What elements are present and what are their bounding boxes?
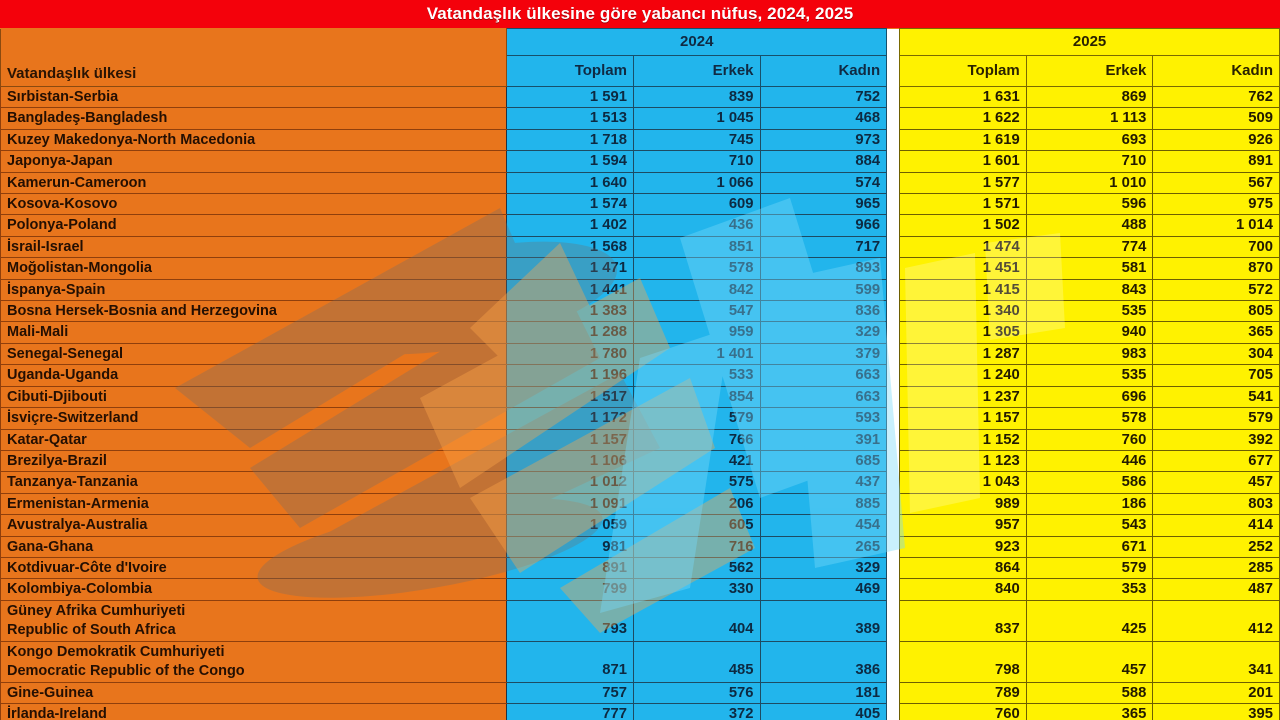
cell-2024-male: 578 bbox=[633, 258, 760, 279]
cell-country: Kolombiya-Colombia bbox=[1, 579, 507, 600]
cell-country: Gana-Ghana bbox=[1, 536, 507, 557]
cell-2025-male: 488 bbox=[1026, 215, 1153, 236]
cell-2024-male: 533 bbox=[633, 365, 760, 386]
cell-2024-female: 836 bbox=[760, 301, 887, 322]
table-row bbox=[1, 408, 1280, 429]
cell-2025-female: 487 bbox=[1153, 579, 1280, 600]
cell-2024-male: 605 bbox=[633, 515, 760, 536]
cell-2024-female: 386 bbox=[760, 641, 887, 682]
cell-2024-male: 206 bbox=[633, 493, 760, 514]
cell-2025-female: 457 bbox=[1153, 472, 1280, 493]
cell-2024-female: 884 bbox=[760, 151, 887, 172]
cell-2025-female: 803 bbox=[1153, 493, 1280, 514]
cell-2024-male: 372 bbox=[633, 704, 760, 720]
cell-2024-male: 575 bbox=[633, 472, 760, 493]
cell-2024-total: 1 574 bbox=[507, 194, 634, 215]
cell-2025-total: 1 577 bbox=[900, 172, 1027, 193]
cell-2025-male: 710 bbox=[1026, 151, 1153, 172]
cell-2024-female: 437 bbox=[760, 472, 887, 493]
cell-2024-female: 966 bbox=[760, 215, 887, 236]
cell-2024-total: 1 091 bbox=[507, 493, 634, 514]
cell-2024-total: 1 441 bbox=[507, 279, 634, 300]
cell-country: Brezilya-Brazil bbox=[1, 450, 507, 471]
cell-2024-total: 1 012 bbox=[507, 472, 634, 493]
cell-2024-total: 1 640 bbox=[507, 172, 634, 193]
country-name-line2: Republic of South Africa bbox=[7, 621, 176, 638]
table-row bbox=[1, 343, 1280, 364]
cell-2024-male: 562 bbox=[633, 557, 760, 578]
cell-2025-female: 541 bbox=[1153, 386, 1280, 407]
row-separator-gap bbox=[887, 172, 900, 193]
header-row-years bbox=[1, 29, 1280, 56]
cell-2025-male: 579 bbox=[1026, 557, 1153, 578]
cell-2025-female: 762 bbox=[1153, 87, 1280, 108]
cell-2024-female: 391 bbox=[760, 429, 887, 450]
foreign-population-table bbox=[0, 28, 1280, 720]
cell-2024-male: 1 401 bbox=[633, 343, 760, 364]
row-separator-gap bbox=[887, 279, 900, 300]
row-separator-gap bbox=[887, 641, 900, 682]
row-separator-gap bbox=[887, 493, 900, 514]
cell-2024-female: 389 bbox=[760, 600, 887, 641]
table-row bbox=[1, 579, 1280, 600]
cell-country: Polonya-Poland bbox=[1, 215, 507, 236]
cell-country: Kuzey Makedonya-North Macedonia bbox=[1, 129, 507, 150]
cell-2024-total: 1 568 bbox=[507, 236, 634, 257]
cell-2025-female: 975 bbox=[1153, 194, 1280, 215]
cell-2025-total: 798 bbox=[900, 641, 1027, 682]
cell-country: İrlanda-Ireland bbox=[1, 704, 507, 720]
row-separator-gap bbox=[887, 408, 900, 429]
cell-country: Kotdivuar-Côte d'Ivoire bbox=[1, 557, 507, 578]
table-row bbox=[1, 641, 1280, 682]
cell-2024-total: 757 bbox=[507, 682, 634, 703]
column-header-2025-total: Toplam bbox=[900, 56, 1027, 87]
cell-2024-male: 404 bbox=[633, 600, 760, 641]
cell-2025-male: 457 bbox=[1026, 641, 1153, 682]
cell-2024-female: 329 bbox=[760, 322, 887, 343]
column-separator-gap bbox=[887, 29, 900, 87]
cell-2024-total: 1 591 bbox=[507, 87, 634, 108]
cell-2025-male: 535 bbox=[1026, 365, 1153, 386]
cell-2025-male: 760 bbox=[1026, 429, 1153, 450]
cell-2025-total: 957 bbox=[900, 515, 1027, 536]
cell-2024-male: 854 bbox=[633, 386, 760, 407]
row-separator-gap bbox=[887, 87, 900, 108]
cell-2024-female: 663 bbox=[760, 365, 887, 386]
cell-2024-male: 579 bbox=[633, 408, 760, 429]
cell-2024-male: 1 045 bbox=[633, 108, 760, 129]
cell-2025-total: 1 043 bbox=[900, 472, 1027, 493]
cell-2024-male: 421 bbox=[633, 450, 760, 471]
row-separator-gap bbox=[887, 258, 900, 279]
row-separator-gap bbox=[887, 600, 900, 641]
cell-2025-male: 1 010 bbox=[1026, 172, 1153, 193]
cell-2025-female: 412 bbox=[1153, 600, 1280, 641]
cell-country: Japonya-Japan bbox=[1, 151, 507, 172]
cell-2025-total: 1 240 bbox=[900, 365, 1027, 386]
table-head bbox=[1, 29, 1280, 87]
cell-2024-female: 973 bbox=[760, 129, 887, 150]
cell-2024-total: 1 106 bbox=[507, 450, 634, 471]
row-separator-gap bbox=[887, 536, 900, 557]
cell-2025-female: 926 bbox=[1153, 129, 1280, 150]
cell-2025-total: 1 619 bbox=[900, 129, 1027, 150]
cell-2025-female: 414 bbox=[1153, 515, 1280, 536]
cell-country: Senegal-Senegal bbox=[1, 343, 507, 364]
cell-country: Bangladeş-Bangladesh bbox=[1, 108, 507, 129]
cell-2024-female: 685 bbox=[760, 450, 887, 471]
cell-2025-female: 365 bbox=[1153, 322, 1280, 343]
cell-country: Moğolistan-Mongolia bbox=[1, 258, 507, 279]
cell-2025-total: 1 123 bbox=[900, 450, 1027, 471]
cell-2025-male: 983 bbox=[1026, 343, 1153, 364]
cell-2025-female: 677 bbox=[1153, 450, 1280, 471]
cell-2024-male: 330 bbox=[633, 579, 760, 600]
row-separator-gap bbox=[887, 515, 900, 536]
column-header-2024-male: Erkek bbox=[633, 56, 760, 87]
cell-2025-female: 304 bbox=[1153, 343, 1280, 364]
cell-2024-total: 1 718 bbox=[507, 129, 634, 150]
cell-2024-total: 1 196 bbox=[507, 365, 634, 386]
cell-2024-female: 468 bbox=[760, 108, 887, 129]
cell-2025-total: 837 bbox=[900, 600, 1027, 641]
cell-2025-female: 870 bbox=[1153, 258, 1280, 279]
cell-country: Cibuti-Djibouti bbox=[1, 386, 507, 407]
cell-2024-female: 454 bbox=[760, 515, 887, 536]
table-row bbox=[1, 600, 1280, 641]
table-row bbox=[1, 536, 1280, 557]
cell-2024-female: 717 bbox=[760, 236, 887, 257]
cell-2025-total: 864 bbox=[900, 557, 1027, 578]
table-row bbox=[1, 493, 1280, 514]
cell-2024-male: 485 bbox=[633, 641, 760, 682]
cell-2024-total: 1 157 bbox=[507, 429, 634, 450]
cell-2024-male: 842 bbox=[633, 279, 760, 300]
cell-2025-total: 1 157 bbox=[900, 408, 1027, 429]
cell-2024-male: 716 bbox=[633, 536, 760, 557]
cell-2025-male: 586 bbox=[1026, 472, 1153, 493]
row-separator-gap bbox=[887, 472, 900, 493]
cell-2024-total: 793 bbox=[507, 600, 634, 641]
cell-2024-female: 265 bbox=[760, 536, 887, 557]
table-row bbox=[1, 87, 1280, 108]
cell-2024-male: 1 066 bbox=[633, 172, 760, 193]
cell-2024-total: 981 bbox=[507, 536, 634, 557]
cell-2025-female: 891 bbox=[1153, 151, 1280, 172]
column-header-2024-total: Toplam bbox=[507, 56, 634, 87]
cell-2024-total: 1 780 bbox=[507, 343, 634, 364]
cell-2024-total: 1 383 bbox=[507, 301, 634, 322]
cell-2024-total: 1 594 bbox=[507, 151, 634, 172]
table-row bbox=[1, 129, 1280, 150]
row-separator-gap bbox=[887, 215, 900, 236]
row-separator-gap bbox=[887, 194, 900, 215]
cell-2024-female: 181 bbox=[760, 682, 887, 703]
table-row bbox=[1, 279, 1280, 300]
cell-2024-total: 777 bbox=[507, 704, 634, 720]
cell-2024-female: 599 bbox=[760, 279, 887, 300]
cell-2024-male: 745 bbox=[633, 129, 760, 150]
cell-2025-male: 353 bbox=[1026, 579, 1153, 600]
cell-country: Uganda-Uganda bbox=[1, 365, 507, 386]
cell-2025-total: 989 bbox=[900, 493, 1027, 514]
table-row bbox=[1, 215, 1280, 236]
cell-country: Tanzanya-Tanzania bbox=[1, 472, 507, 493]
cell-2025-male: 774 bbox=[1026, 236, 1153, 257]
cell-2025-male: 1 113 bbox=[1026, 108, 1153, 129]
cell-2025-total: 1 305 bbox=[900, 322, 1027, 343]
cell-2025-total: 1 340 bbox=[900, 301, 1027, 322]
row-separator-gap bbox=[887, 236, 900, 257]
cell-2024-total: 1 059 bbox=[507, 515, 634, 536]
cell-2024-male: 959 bbox=[633, 322, 760, 343]
cell-2024-male: 766 bbox=[633, 429, 760, 450]
cell-2025-total: 1 237 bbox=[900, 386, 1027, 407]
cell-2024-male: 851 bbox=[633, 236, 760, 257]
cell-country: Kosova-Kosovo bbox=[1, 194, 507, 215]
cell-2024-male: 576 bbox=[633, 682, 760, 703]
row-separator-gap bbox=[887, 365, 900, 386]
cell-2025-total: 1 622 bbox=[900, 108, 1027, 129]
cell-2025-male: 535 bbox=[1026, 301, 1153, 322]
cell-2024-female: 593 bbox=[760, 408, 887, 429]
table-row bbox=[1, 704, 1280, 720]
cell-2025-male: 543 bbox=[1026, 515, 1153, 536]
cell-2024-total: 1 402 bbox=[507, 215, 634, 236]
row-separator-gap bbox=[887, 129, 900, 150]
row-separator-gap bbox=[887, 386, 900, 407]
cell-2025-female: 341 bbox=[1153, 641, 1280, 682]
table-row bbox=[1, 429, 1280, 450]
country-name-line2: Democratic Republic of the Congo bbox=[7, 662, 245, 679]
cell-2025-male: 581 bbox=[1026, 258, 1153, 279]
cell-2024-female: 965 bbox=[760, 194, 887, 215]
cell-2024-female: 574 bbox=[760, 172, 887, 193]
cell-2025-male: 940 bbox=[1026, 322, 1153, 343]
cell-2025-female: 805 bbox=[1153, 301, 1280, 322]
row-separator-gap bbox=[887, 151, 900, 172]
cell-2025-female: 392 bbox=[1153, 429, 1280, 450]
cell-2024-female: 885 bbox=[760, 493, 887, 514]
cell-country: İsviçre-Switzerland bbox=[1, 408, 507, 429]
table-row bbox=[1, 365, 1280, 386]
cell-2025-male: 578 bbox=[1026, 408, 1153, 429]
cell-2025-female: 579 bbox=[1153, 408, 1280, 429]
cell-2025-total: 840 bbox=[900, 579, 1027, 600]
cell-2025-male: 186 bbox=[1026, 493, 1153, 514]
cell-2025-total: 1 152 bbox=[900, 429, 1027, 450]
table-row bbox=[1, 557, 1280, 578]
cell-2025-male: 843 bbox=[1026, 279, 1153, 300]
table-title-bar bbox=[0, 0, 1280, 28]
data-table-container bbox=[0, 28, 1280, 720]
cell-2025-total: 1 571 bbox=[900, 194, 1027, 215]
cell-2025-male: 596 bbox=[1026, 194, 1153, 215]
cell-2025-total: 1 287 bbox=[900, 343, 1027, 364]
cell-2024-female: 379 bbox=[760, 343, 887, 364]
cell-country: İsrail-Israel bbox=[1, 236, 507, 257]
table-row bbox=[1, 151, 1280, 172]
row-separator-gap bbox=[887, 301, 900, 322]
row-separator-gap bbox=[887, 579, 900, 600]
row-separator-gap bbox=[887, 704, 900, 720]
country-name-line1: Kongo Demokratik Cumhuriyeti bbox=[7, 643, 225, 660]
cell-country: Ermenistan-Armenia bbox=[1, 493, 507, 514]
table-row bbox=[1, 236, 1280, 257]
cell-country: Katar-Qatar bbox=[1, 429, 507, 450]
cell-country: Mali-Mali bbox=[1, 322, 507, 343]
row-separator-gap bbox=[887, 682, 900, 703]
table-body bbox=[1, 87, 1280, 720]
table-row bbox=[1, 108, 1280, 129]
table-row bbox=[1, 322, 1280, 343]
cell-2025-female: 201 bbox=[1153, 682, 1280, 703]
cell-2025-total: 1 601 bbox=[900, 151, 1027, 172]
country-name-line1: Güney Afrika Cumhuriyeti bbox=[7, 602, 186, 619]
table-row bbox=[1, 450, 1280, 471]
cell-2025-female: 572 bbox=[1153, 279, 1280, 300]
table-row bbox=[1, 194, 1280, 215]
cell-country: Avustralya-Australia bbox=[1, 515, 507, 536]
cell-2025-female: 252 bbox=[1153, 536, 1280, 557]
row-separator-gap bbox=[887, 557, 900, 578]
cell-2024-total: 871 bbox=[507, 641, 634, 682]
cell-country: Gine-Guinea bbox=[1, 682, 507, 703]
cell-2024-total: 1 471 bbox=[507, 258, 634, 279]
cell-country: Bosna Hersek-Bosnia and Herzegovina bbox=[1, 301, 507, 322]
cell-2025-male: 365 bbox=[1026, 704, 1153, 720]
page-title: Vatandaşlık ülkesine göre yabancı nüfus, 2024, 2025 bbox=[426, 4, 854, 23]
cell-2025-male: 588 bbox=[1026, 682, 1153, 703]
column-header-country: Vatandaşlık ülkesi bbox=[1, 29, 507, 87]
cell-2024-male: 547 bbox=[633, 301, 760, 322]
cell-2024-male: 609 bbox=[633, 194, 760, 215]
cell-2024-total: 1 172 bbox=[507, 408, 634, 429]
cell-country: İspanya-Spain bbox=[1, 279, 507, 300]
cell-2025-female: 567 bbox=[1153, 172, 1280, 193]
column-header-2024-female: Kadın bbox=[760, 56, 887, 87]
cell-2025-male: 671 bbox=[1026, 536, 1153, 557]
cell-2024-male: 839 bbox=[633, 87, 760, 108]
cell-2025-male: 425 bbox=[1026, 600, 1153, 641]
cell-2024-total: 799 bbox=[507, 579, 634, 600]
cell-2025-total: 1 474 bbox=[900, 236, 1027, 257]
cell-2025-female: 395 bbox=[1153, 704, 1280, 720]
cell-2025-male: 693 bbox=[1026, 129, 1153, 150]
row-separator-gap bbox=[887, 108, 900, 129]
cell-2024-female: 329 bbox=[760, 557, 887, 578]
cell-2025-total: 1 451 bbox=[900, 258, 1027, 279]
cell-2024-male: 436 bbox=[633, 215, 760, 236]
row-separator-gap bbox=[887, 343, 900, 364]
cell-2024-male: 710 bbox=[633, 151, 760, 172]
cell-2024-female: 893 bbox=[760, 258, 887, 279]
table-row bbox=[1, 301, 1280, 322]
table-row bbox=[1, 515, 1280, 536]
cell-2024-total: 1 517 bbox=[507, 386, 634, 407]
cell-2025-male: 446 bbox=[1026, 450, 1153, 471]
cell-country bbox=[1, 641, 507, 682]
cell-2025-total: 760 bbox=[900, 704, 1027, 720]
cell-2024-female: 469 bbox=[760, 579, 887, 600]
column-header-2025-male: Erkek bbox=[1026, 56, 1153, 87]
cell-country bbox=[1, 600, 507, 641]
table-row bbox=[1, 682, 1280, 703]
cell-2025-female: 1 014 bbox=[1153, 215, 1280, 236]
cell-2025-total: 1 415 bbox=[900, 279, 1027, 300]
column-group-header-2024: 2024 bbox=[507, 29, 887, 56]
cell-2025-total: 1 631 bbox=[900, 87, 1027, 108]
row-separator-gap bbox=[887, 450, 900, 471]
cell-2025-female: 509 bbox=[1153, 108, 1280, 129]
table-row bbox=[1, 386, 1280, 407]
cell-2025-male: 869 bbox=[1026, 87, 1153, 108]
cell-2024-total: 1 288 bbox=[507, 322, 634, 343]
cell-2025-female: 285 bbox=[1153, 557, 1280, 578]
cell-country: Sırbistan-Serbia bbox=[1, 87, 507, 108]
cell-2025-male: 696 bbox=[1026, 386, 1153, 407]
row-separator-gap bbox=[887, 429, 900, 450]
cell-2025-female: 705 bbox=[1153, 365, 1280, 386]
cell-2025-total: 923 bbox=[900, 536, 1027, 557]
cell-2025-total: 1 502 bbox=[900, 215, 1027, 236]
cell-2024-female: 405 bbox=[760, 704, 887, 720]
cell-2025-total: 789 bbox=[900, 682, 1027, 703]
cell-2024-female: 663 bbox=[760, 386, 887, 407]
cell-country: Kamerun-Cameroon bbox=[1, 172, 507, 193]
cell-2024-total: 891 bbox=[507, 557, 634, 578]
row-separator-gap bbox=[887, 322, 900, 343]
cell-2024-total: 1 513 bbox=[507, 108, 634, 129]
column-header-2025-female: Kadın bbox=[1153, 56, 1280, 87]
table-row bbox=[1, 472, 1280, 493]
column-group-header-2025: 2025 bbox=[900, 29, 1280, 56]
cell-2024-female: 752 bbox=[760, 87, 887, 108]
cell-2025-female: 700 bbox=[1153, 236, 1280, 257]
table-row bbox=[1, 258, 1280, 279]
table-row bbox=[1, 172, 1280, 193]
